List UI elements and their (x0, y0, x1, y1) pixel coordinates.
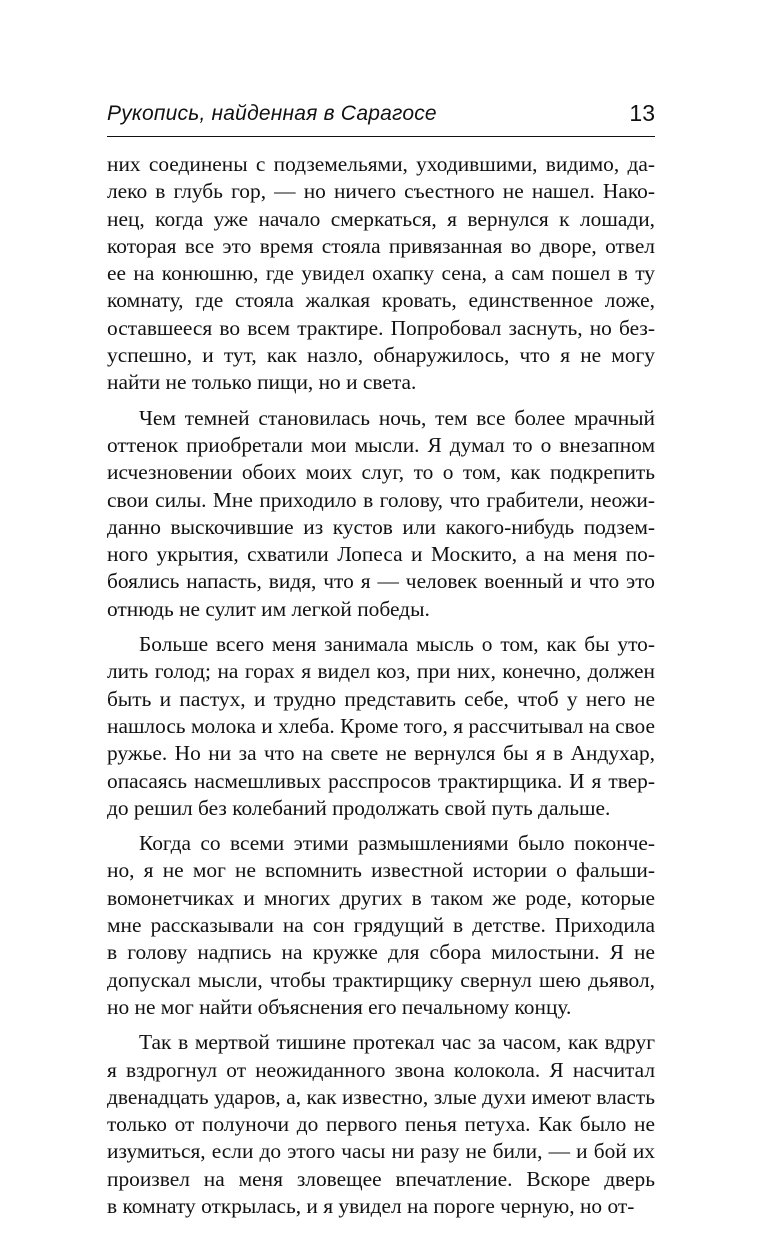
text-line: нец, когда уже начало смеркаться, я вернулся к лошади, (107, 206, 655, 231)
text-line: успешно, и тут, как назло, обнаружилось, что я не могу (107, 343, 655, 368)
text-line: мне рассказывали на сон грядущий в детстве. Приходила (107, 913, 655, 938)
text-line: комнату, где стояла жалкая кровать, единственное ложе, (107, 288, 655, 313)
body-text (107, 151, 655, 1220)
book-page (107, 96, 655, 1228)
text-line: я вздрогнул от неожиданного звона колокола. Я насчитал (107, 1057, 655, 1082)
text-line: леко в глубь гор, — но ничего съестного не нашел. Нако- (107, 179, 655, 204)
text-line: опасаясь насмешливых расспросов трактирщика. И я твер- (107, 768, 655, 793)
text-line: Больше всего меня занимала мысль о том, как бы уто- (139, 632, 655, 657)
text-line: в голову надпись на кружке для сбора милостыни. Я не (107, 940, 655, 965)
running-title: Рукопись, найденная в Сарагосе (107, 102, 437, 125)
text-line: ружье. Но ни за что на свете не вернулся бы я в Андухар, (107, 741, 655, 766)
text-line: допускал мысли, чтобы трактирщику свернул шею дьявол, (107, 967, 655, 992)
text-line: Так в мертвой тишине протекал час за часом, как вдруг (139, 1030, 655, 1055)
text-line: свои силы. Мне приходило в голову, что грабители, неожи- (107, 487, 655, 512)
text-line: только от полуночи до первого пенья петуха. Как было не (107, 1112, 655, 1137)
text-line: лить голод; на горах я видел коз, при них, конечно, должен (107, 659, 655, 684)
text-line: найти не только пищи, но и света. (107, 370, 417, 395)
text-line: но не мог найти объяснения его печальному концу. (107, 994, 572, 1019)
text-line: Когда со всеми этими размышлениями было поконче- (139, 831, 655, 856)
text-line: исчезновении обоих моих слуг, то о том, как подкрепить (107, 460, 655, 485)
text-line: быть и пастух, и трудно представить себе, чтоб у него не (107, 686, 655, 711)
paragraph (107, 1029, 655, 1220)
paragraph (107, 405, 655, 623)
text-line: данно выскочившие из кустов или какого-нибудь подзем- (107, 514, 655, 539)
text-line: них соединены с подземельями, уходившими, видимо, да- (107, 152, 655, 176)
text-line: вомонетчиках и многих других в таком же роде, которые (107, 885, 655, 910)
text-line: отнюдь не сулит им легкой победы. (107, 596, 430, 621)
text-line: Чем темней становилась ночь, тем все более мрачный (139, 405, 655, 430)
text-line: двенадцать ударов, а, как известно, злые духи имеют власть (107, 1084, 655, 1109)
text-line: ного укрытия, схватили Лопеса и Москито, а на меня по- (107, 542, 655, 567)
text-line: нашлось молока и хлеба. Кроме того, я рассчитывал на свое (107, 713, 655, 738)
text-line: боялись напасть, видя, что я — человек военный и что это (107, 569, 655, 594)
text-line: оттенок приобретали мои мысли. Я думал то о внезапном (107, 432, 655, 457)
paragraph (107, 631, 655, 822)
text-line: оставшееся во всем трактире. Попробовал заснуть, но без- (107, 315, 655, 340)
text-line: произвел на меня зловещее впечатление. Вскоре дверь (107, 1166, 655, 1191)
page-number: 13 (629, 100, 655, 126)
text-line: изумиться, если до этого часы ни разу не били, — и бой их (107, 1139, 655, 1164)
paragraph (107, 151, 655, 397)
text-line: в комнату открылась, и я увидел на пороге черную, но от- (107, 1193, 635, 1218)
text-line: но, я не мог не вспомнить известной истории о фальши- (107, 858, 655, 883)
text-line: до решил без колебаний продолжать свой путь дальше. (107, 795, 611, 820)
text-line: ее на конюшню, где увидел охапку сена, а сам пошел в ту (107, 261, 655, 286)
paragraph (107, 830, 655, 1021)
text-line: которая все это время стояла привязанная во дворе, отвел (107, 233, 655, 258)
running-header (107, 96, 655, 137)
